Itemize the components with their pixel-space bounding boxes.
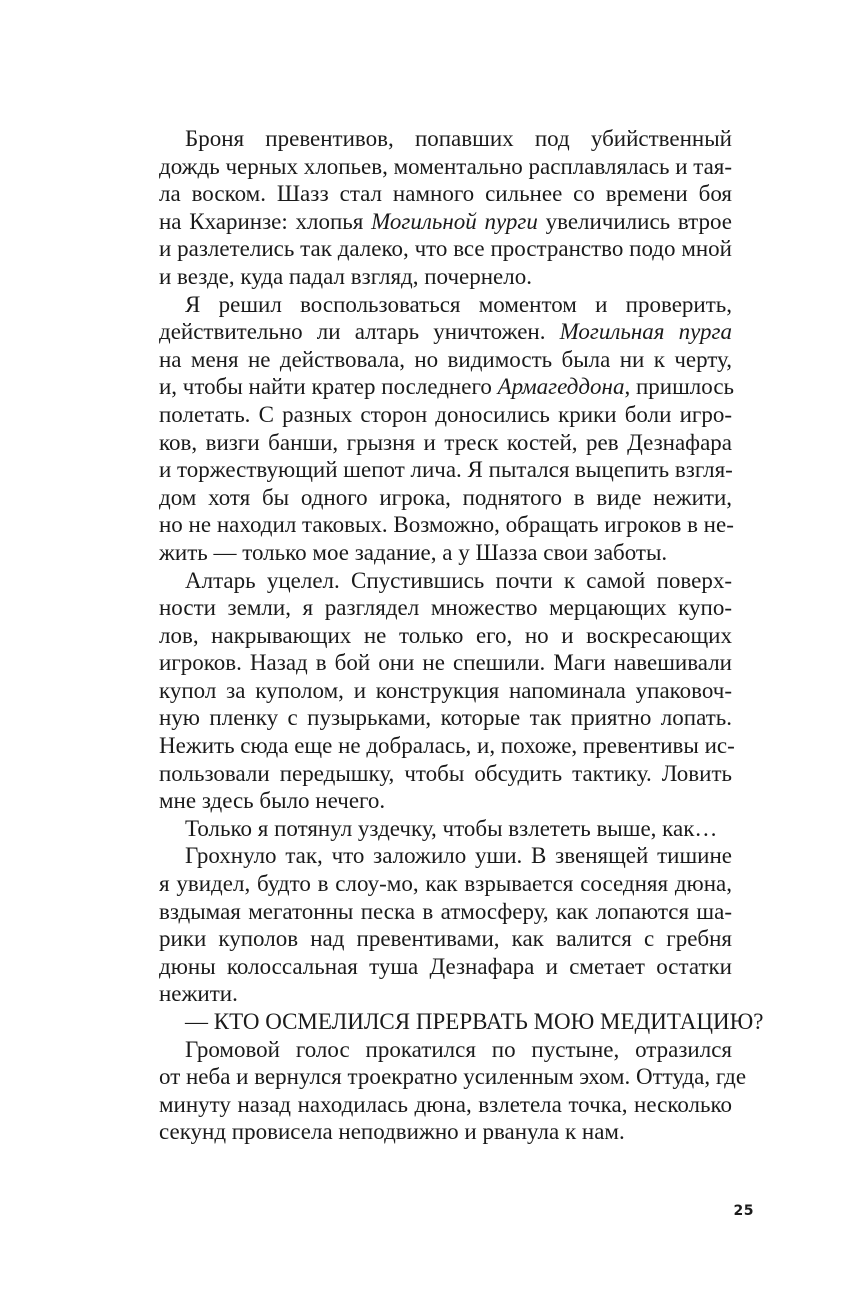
text-line: Нежить сюда еще не добралась, и, похоже, превентивы ис- [159, 733, 735, 759]
text-line [159, 373, 735, 401]
text-line: нежити. [159, 981, 238, 1007]
text-line: ную пленку с пузырьками, которые так приятно лопать. [159, 705, 732, 731]
text-line: дождь черных хлопьев, моментально расплавлялась и тая- [159, 153, 733, 179]
text-line [159, 318, 732, 346]
text-line: Алтарь уцелел. Спустившись почти к самой поверх- [185, 567, 732, 593]
text-line: секунд провисела неподвижно и рванула к нам. [159, 1119, 625, 1145]
text-line: Я решил воспользоваться моментом и проверить, [185, 291, 732, 317]
text-line: Грохнуло так, что заложило уши. В звенящей тишине [185, 843, 732, 869]
text-line: пользовали передышку, чтобы обсудить тактику. Ловить [159, 760, 732, 786]
text-line: лов, накрывающих не только его, но и воскресающих [159, 622, 732, 648]
text-line: Громовой голос прокатился по пустыне, отразился [185, 1036, 732, 1062]
text-fragment: увеличились втрое [537, 208, 732, 234]
text-line: дюны колоссальная туша Дезнафара и сметает остатки [159, 953, 732, 979]
text-fragment: , пришлось [624, 374, 735, 400]
text-line: игроков. Назад в бой они не спешили. Маги навешивали [159, 650, 732, 676]
text-line: жить — только мое задание, а у Шазза свои заботы. [159, 539, 668, 565]
italic-term: Могильной пурги [371, 208, 538, 234]
text-line: купол за куполом, и конструкция напоминала упаковоч- [159, 677, 732, 703]
text-line: от неба и вернулся троекратно усиленным эхом. Оттуда, где [159, 1064, 747, 1090]
text-line: и разлетелись так далеко, что все пространство подо мной [159, 236, 732, 262]
body-text [159, 125, 764, 1146]
text-line: минуту назад находилась дюна, взлетела точка, несколько [159, 1091, 732, 1117]
text-line: дом хотя бы одного игрока, поднятого в виде нежити, [159, 484, 732, 510]
text-line: вздымая мегатонны песка в атмосферу, как лопаются ша- [159, 898, 732, 924]
text-line: рики куполов над превентивами, как валится с гребня [159, 926, 732, 952]
text-line: ности земли, я разглядел множество мерцающих купо- [159, 595, 732, 621]
text-fragment: на Кхаринзе: хлопья [159, 208, 372, 234]
text-line: ла воском. Шазз стал намного сильнее со времени боя [159, 181, 732, 207]
text-line: но не находил таковых. Возможно, обращать игроков в не- [159, 512, 734, 538]
text-line: полетать. С разных сторон доносились крики боли игро- [159, 401, 732, 427]
page-number: 25 [733, 1203, 754, 1219]
text-line: Броня превентивов, попавших под убийственный [185, 126, 732, 151]
italic-term: Армагеддона [497, 374, 625, 400]
italic-term: Могильная пурга [559, 319, 732, 345]
text-fragment: действительно ли алтарь уничтожен. [159, 319, 560, 345]
text-line: и везде, куда падал взгляд, почернело. [159, 263, 532, 289]
text-line: на меня не действовала, но видимость была ни к черту, [159, 346, 732, 372]
text-line: Только я потянул уздечку, чтобы взлететь выше, как… [185, 815, 718, 841]
text-line: я увидел, будто в слоу-мо, как взрывается соседняя дюна, [159, 871, 732, 897]
text-fragment: и, чтобы найти кратер последнего [159, 374, 498, 400]
text-line: и торжествующий шепот лича. Я пытался выцепить взгля- [159, 457, 733, 483]
text-line [159, 208, 732, 236]
text-line: — КТО ОСМЕЛИЛСЯ ПРЕРВАТЬ МОЮ МЕДИТАЦИЮ? [185, 1009, 764, 1034]
text-line: мне здесь было нечего. [159, 788, 386, 814]
text-line: ков, визги банши, грызня и треск костей, рев Дезнафара [159, 429, 732, 455]
